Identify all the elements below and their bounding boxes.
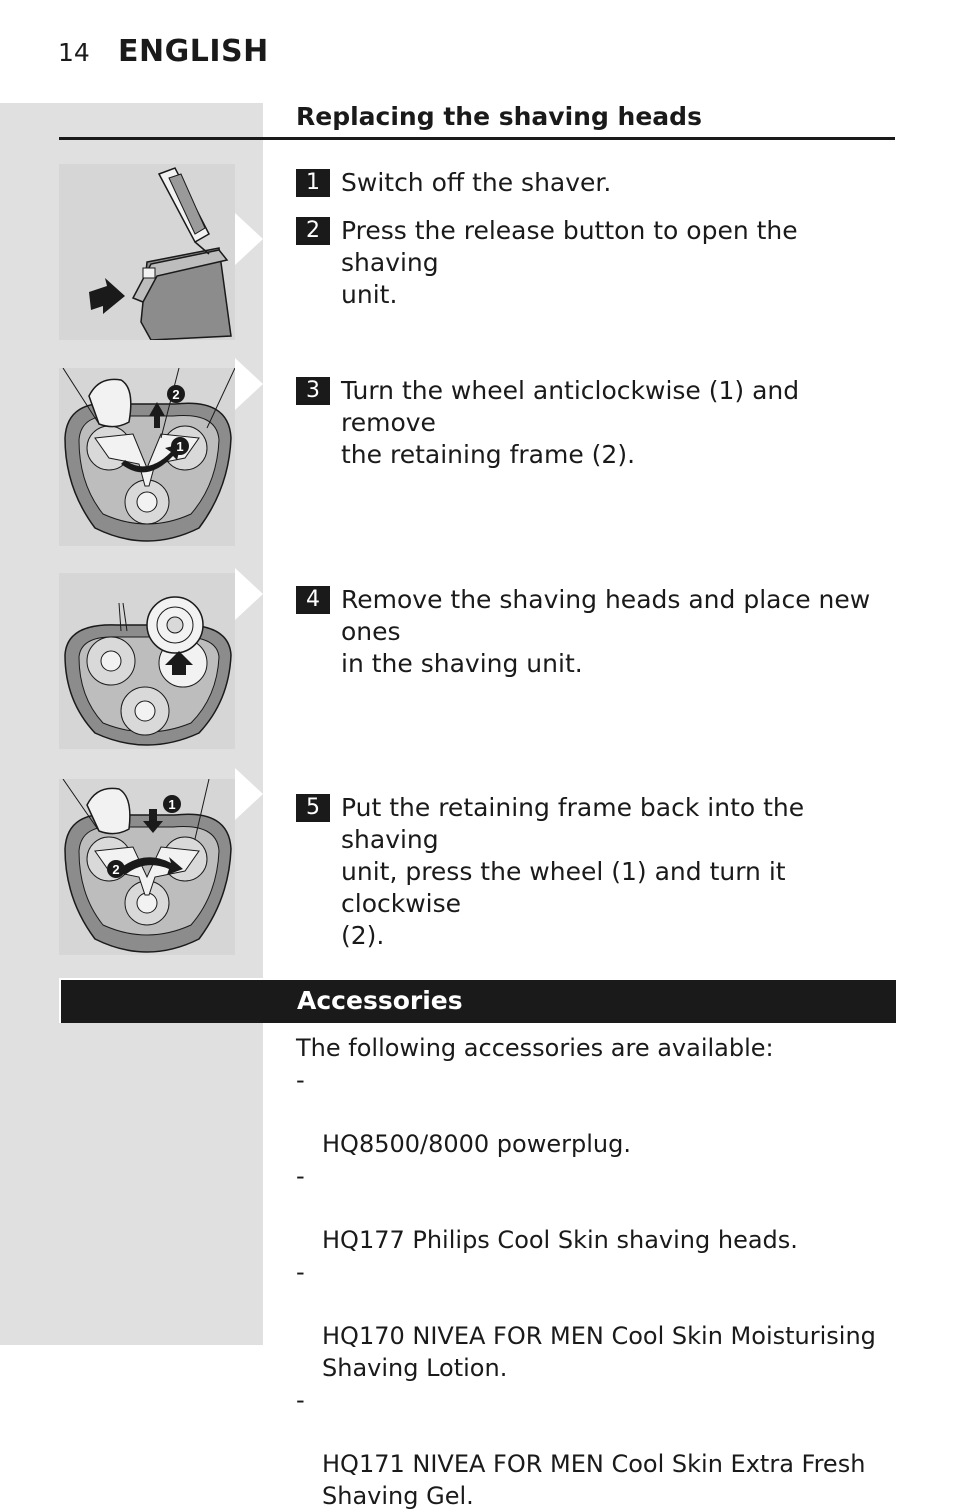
fig3-label-a: 2 bbox=[172, 387, 180, 402]
fig5-label-a: 1 bbox=[168, 797, 176, 812]
step-4 bbox=[296, 584, 896, 680]
figure-remove-heads bbox=[59, 573, 235, 749]
language-heading: ENGLISH bbox=[118, 34, 269, 69]
step-text: Press the release button to open the shaving unit. bbox=[341, 216, 798, 309]
step-number: 3 bbox=[296, 377, 330, 405]
accessory-text: HQ8500/8000 powerplug. bbox=[322, 1130, 631, 1158]
step-number: 1 bbox=[296, 169, 330, 197]
accessory-item bbox=[296, 1064, 894, 1160]
step-1 bbox=[296, 167, 896, 199]
fig5-label-b: 2 bbox=[112, 862, 120, 877]
accessory-text: HQ171 NIVEA FOR MEN Cool Skin Extra Fresh Shaving Gel. bbox=[322, 1450, 866, 1510]
accessory-item bbox=[296, 1256, 894, 1384]
list-dash: - bbox=[296, 1386, 305, 1414]
step-text: Turn the wheel anticlockwise (1) and remove the retaining frame (2). bbox=[341, 376, 800, 469]
step-number: 2 bbox=[296, 217, 330, 245]
fig3-label-b: 1 bbox=[176, 439, 184, 454]
section-rule bbox=[59, 137, 895, 140]
accessory-text: HQ170 NIVEA FOR MEN Cool Skin Moisturising Shaving Lotion. bbox=[322, 1322, 876, 1382]
step-5 bbox=[296, 792, 896, 952]
accessories-title: Accessories bbox=[297, 986, 463, 1015]
figure-pointer bbox=[235, 768, 263, 820]
figure-remove-frame bbox=[59, 368, 235, 546]
accessories-header-bar bbox=[59, 978, 896, 1023]
accessory-item bbox=[296, 1384, 894, 1512]
figure-pointer bbox=[235, 213, 263, 265]
step-number: 4 bbox=[296, 586, 330, 614]
page-number: 14 bbox=[58, 38, 90, 67]
section-title: Replacing the shaving heads bbox=[296, 102, 702, 131]
list-dash: - bbox=[296, 1066, 305, 1094]
figure-release-button bbox=[59, 164, 235, 340]
accessories-intro: The following accessories are available: bbox=[296, 1034, 774, 1062]
list-dash: - bbox=[296, 1162, 305, 1190]
accessory-item bbox=[296, 1160, 894, 1256]
step-3 bbox=[296, 375, 896, 471]
figure-replace-frame bbox=[59, 779, 235, 955]
push-arrow-icon bbox=[89, 278, 125, 314]
list-dash: - bbox=[296, 1258, 305, 1286]
step-2 bbox=[296, 215, 896, 311]
figure-pointer bbox=[235, 358, 263, 410]
step-text: Put the retaining frame back into the shaving unit, press the wheel (1) and turn it clockwise (2). bbox=[341, 793, 805, 950]
step-number: 5 bbox=[296, 794, 330, 822]
step-text: Remove the shaving heads and place new ones in the shaving unit. bbox=[341, 585, 871, 678]
accessories-body bbox=[296, 1032, 894, 1512]
step-text: Switch off the shaver. bbox=[341, 168, 612, 197]
accessory-text: HQ177 Philips Cool Skin shaving heads. bbox=[322, 1226, 798, 1254]
figure-pointer bbox=[235, 568, 263, 620]
